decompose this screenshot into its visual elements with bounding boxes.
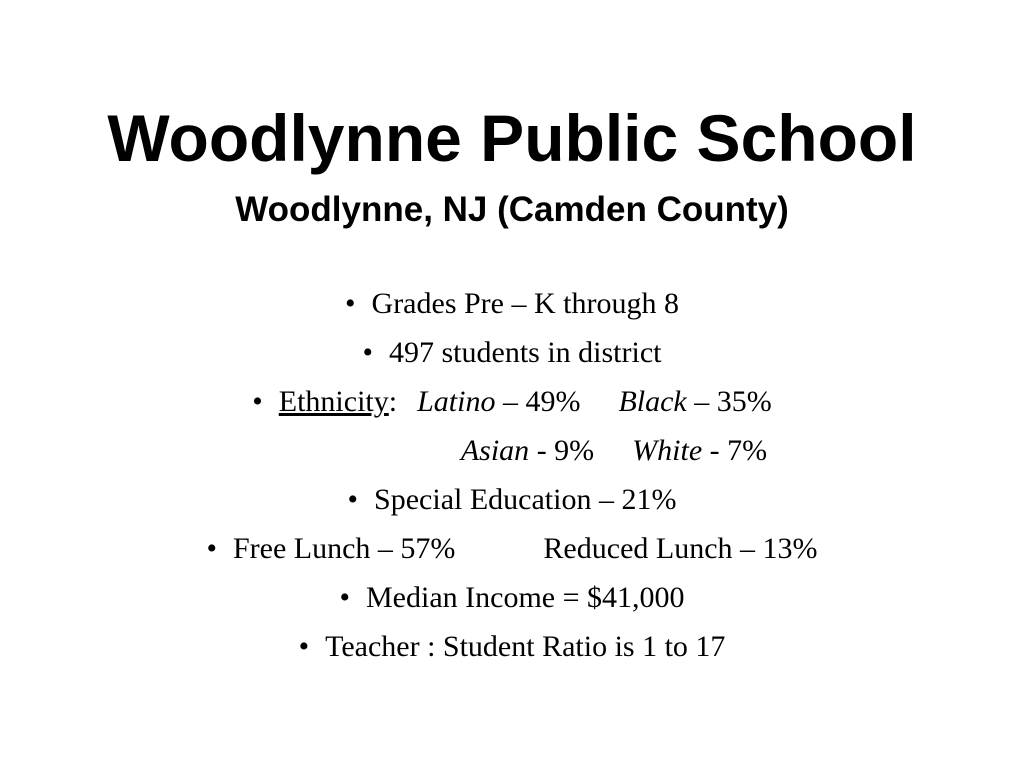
free-lunch-text: Free Lunch – 57% xyxy=(232,532,456,565)
ethnicity-label: Ethnicity xyxy=(278,385,389,418)
latino-name: Latino xyxy=(417,385,496,418)
black-value: – 35% xyxy=(686,385,772,418)
white-name: White xyxy=(632,434,703,467)
bullet-dot-icon: • xyxy=(252,385,263,418)
grades-text: Grades Pre – K through 8 xyxy=(371,287,679,320)
asian-value: - 9% xyxy=(529,434,595,467)
median-income-text: Median Income = $41,000 xyxy=(366,581,685,614)
bullet-list xyxy=(0,279,1024,671)
bullet-students xyxy=(0,328,1024,377)
bullet-dot-icon: • xyxy=(206,532,217,565)
asian-name: Asian xyxy=(460,434,530,467)
bullet-ratio xyxy=(0,622,1024,671)
bullet-dot-icon: • xyxy=(298,630,310,663)
bullet-lunch xyxy=(0,524,1024,573)
bullet-median-income xyxy=(0,573,1024,622)
bullet-dot-icon: • xyxy=(362,336,373,369)
black-name: Black xyxy=(618,385,687,418)
reduced-lunch-text: Reduced Lunch – 13% xyxy=(543,532,818,565)
slide-title: Woodlynne Public School xyxy=(107,101,917,175)
white-value: - 7% xyxy=(702,434,768,467)
slide-subtitle: Woodlynne, NJ (Camden County) xyxy=(235,190,789,229)
ethnicity-continued xyxy=(0,426,1024,475)
bullet-special-ed xyxy=(0,475,1024,524)
bullet-grades xyxy=(0,279,1024,328)
bullet-ethnicity xyxy=(0,377,1024,426)
students-text: 497 students in district xyxy=(389,336,662,369)
bullet-dot-icon: • xyxy=(339,581,350,614)
latino-value: – 49% xyxy=(495,385,581,418)
bullet-dot-icon: • xyxy=(345,287,356,320)
special-ed-text: Special Education – 21% xyxy=(374,483,677,516)
ethnicity-colon: : xyxy=(388,385,398,418)
ratio-text: Teacher : Student Ratio is 1 to 17 xyxy=(325,630,726,663)
bullet-dot-icon: • xyxy=(347,483,359,516)
